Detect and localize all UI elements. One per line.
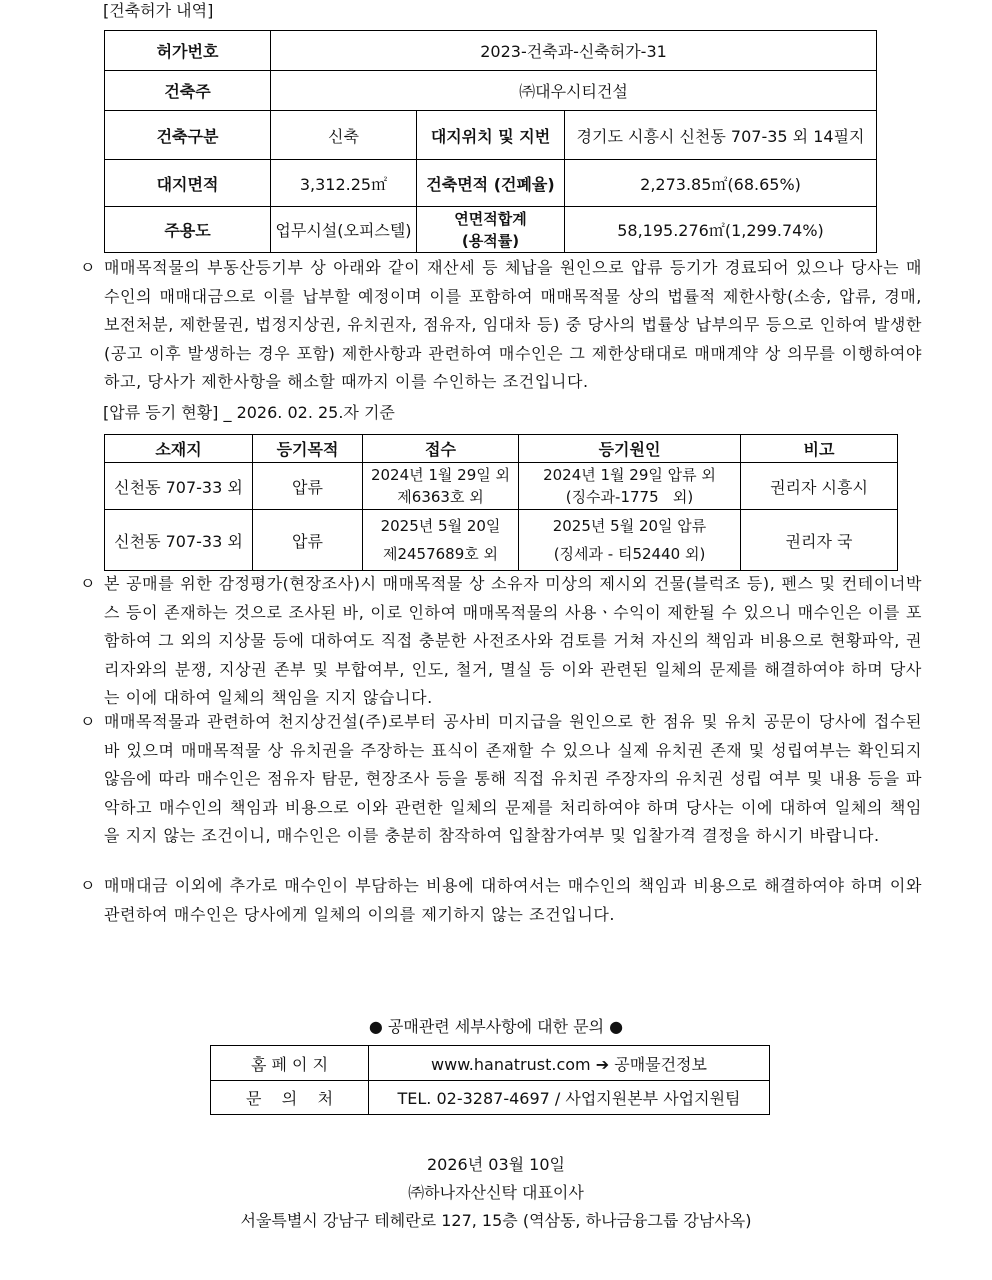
location-label: 대지위치 및 지번: [417, 111, 565, 160]
seizure-section-label: [압류 등기 현황] _ 2026. 02. 25.자 기준: [103, 403, 395, 422]
total-area-label: [417, 207, 565, 253]
homepage-label: 홈 페 이 지: [211, 1046, 369, 1081]
owner-value: ㈜대우시티건설: [271, 71, 877, 111]
building-area-value: 2,273.85㎡(68.65%): [565, 160, 877, 207]
permit-section-label: [건축허가 내역]: [103, 1, 214, 20]
row-cause: [519, 510, 741, 571]
main-use-value: 업무시설(오피스텔): [271, 207, 417, 253]
row-cause: [519, 463, 741, 510]
row-receipt-line1: 2024년 1월 29일 외: [370, 466, 511, 484]
footer-address: 서울특별시 강남구 테헤란로 127, 15층 (역삼동, 하나금융그룹 강남사옥): [240, 1211, 752, 1230]
col-receipt: 접수: [363, 435, 519, 463]
col-cause: 등기원인: [519, 435, 741, 463]
footer-date: 2026년 03월 10일: [427, 1155, 565, 1174]
row-location: 신천동 707-33 외: [105, 463, 253, 510]
paragraph-3: [80, 708, 922, 851]
site-area-value: 3,312.25㎡: [271, 160, 417, 207]
owner-label: 건축주: [105, 71, 271, 111]
table-row: [105, 510, 898, 571]
table-row: [105, 463, 898, 510]
paragraph-4: [80, 872, 922, 929]
site-area-label: 대지면적: [105, 160, 271, 207]
homepage-suffix: 공매물건정보: [614, 1054, 707, 1074]
permit-no-value: 2023-건축과-신축허가-31: [271, 31, 877, 71]
permit-no-label: 허가번호: [105, 31, 271, 71]
row-note: 권리자 시흥시: [741, 463, 898, 510]
paragraph-1: [80, 254, 922, 397]
col-location: 소재지: [105, 435, 253, 463]
row-purpose: 압류: [253, 463, 363, 510]
paragraph-3-text: 매매목적물과 관련하여 천지상건설(주)로부터 공사비 미지급을 원인으로 한 점유 및 유치 공문이 당사에 접수된 바 있으며 매매목적물 상 유치권을 주장하는 표식이 존재할 수 있으나 실제 유치권 존재 및 성립여부는 확인되지 않음에 따라 매수인은 점유자 탐문, 현장조사 등을 통해 직접 유치권 주장자의 유치권 성립 여부 및 내용 등을 파악하고 매수인의 책임과 비용으로 이와 관련한 일체의 문제를 처리하여야 하며 당사는 이에 대하여 일체의 책임을 지지 않는 조건이니, 매수인은 이를 충분히 참작하여 입찰참가여부 및 입찰가격 결정을 하시기 바랍니다.: [104, 712, 922, 845]
total-area-label-line1: 연면적합계: [454, 209, 527, 228]
paragraph-1-text: 매매목적물의 부동산등기부 상 아래와 같이 재산세 등 체납을 원인으로 압류 등기가 경료되어 있으나 당사는 매수인의 매매대금으로 이를 납부할 예정이며 이를 포함하여 매매목적물 상의 법률적 제한사항(소송, 압류, 경매, 보전처분, 제한물권, 법정지상권, 유치권자, 점유자, 임대차 등) 중 당사의 법률상 납부의무 등으로 인하여 발생한(공고 이후 발생하는 경우 포함) 제한사항과 관련하여 매수인은 그 제한상태대로 매매계약 상 의무를 이행하여야 하고, 당사가 제한사항을 해소할 때까지 이를 수인하는 조건입니다.: [104, 258, 922, 391]
bullet-symbol: ㅇ: [80, 876, 96, 895]
row-receipt: [363, 463, 519, 510]
row-location: 신천동 707-33 외: [105, 510, 253, 571]
row-cause-line2: (징수과-1775 외): [565, 488, 694, 506]
footer-company: ㈜하나자산신탁 대표이사: [408, 1183, 584, 1202]
inquiry-label: 문 의 처: [211, 1081, 369, 1115]
row-receipt-line2: 제2457689호 외: [382, 545, 499, 563]
main-use-label: 주용도: [105, 207, 271, 253]
row-cause-line2: (징세과 - 티52440 외): [553, 545, 706, 563]
col-purpose: 등기목적: [253, 435, 363, 463]
building-area-label: 건축면적 (건폐율): [417, 160, 565, 207]
paragraph-2-text: 본 공매를 위한 감정평가(현장조사)시 매매목적물 상 소유자 미상의 제시외 건물(블럭조 등), 펜스 및 컨테이너박스 등이 존재하는 것으로 조사된 바, 이로 인하여 매매목적물의 사용ㆍ수익이 제한될 수 있으니 매수인은 이를 포함하여 그 외의 지상물 등에 대하여도 직접 충분한 사전조사와 검토를 거쳐 자신의 책임과 비용으로 현황파악, 권리자와의 분쟁, 지상권 존부 및 부합여부, 인도, 철거, 멸실 등 이와 관련된 일체의 문제를 해결하여야 하며 당사는 이에 대하여 일체의 책임을 지지 않습니다.: [104, 574, 922, 707]
homepage-link[interactable]: www.hanatrust.com: [431, 1054, 591, 1074]
row-cause-line1: 2025년 5월 20일 압류: [552, 517, 707, 535]
arrow-right-icon: ➔: [595, 1054, 610, 1074]
permit-table: [104, 30, 877, 253]
contact-title: ● 공매관련 세부사항에 대한 문의 ●: [368, 1017, 624, 1036]
build-type-value: 신축: [271, 111, 417, 160]
row-note: 권리자 국: [741, 510, 898, 571]
bullet-symbol: ㅇ: [80, 574, 96, 593]
col-note: 비고: [741, 435, 898, 463]
build-type-label: 건축구분: [105, 111, 271, 160]
inquiry-value: TEL. 02-3287-4697 / 사업지원본부 사업지원팀: [369, 1081, 770, 1115]
bullet-symbol: ㅇ: [80, 712, 96, 731]
contact-table: [210, 1045, 770, 1115]
row-cause-line1: 2024년 1월 29일 압류 외: [543, 466, 716, 484]
total-area-value: 58,195.276㎡(1,299.74%): [565, 207, 877, 253]
total-area-label-line2: (용적률): [461, 231, 520, 250]
row-receipt-line1: 2025년 5월 20일: [380, 517, 501, 535]
bullet-symbol: ㅇ: [80, 258, 96, 277]
homepage-cell: [369, 1046, 770, 1081]
row-receipt: [363, 510, 519, 571]
paragraph-4-text: 매매대금 이외에 추가로 매수인이 부담하는 비용에 대하여서는 매수인의 책임과 비용으로 해결하여야 하며 이와 관련하여 매수인은 당사에게 일체의 이의를 제기하지 않는 조건입니다.: [104, 876, 922, 924]
location-value: 경기도 시흥시 신천동 707-35 외 14필지: [565, 111, 877, 160]
seizure-table: [104, 434, 898, 571]
row-receipt-line2: 제6363호 외: [397, 488, 484, 506]
paragraph-2: [80, 570, 922, 713]
row-purpose: 압류: [253, 510, 363, 571]
